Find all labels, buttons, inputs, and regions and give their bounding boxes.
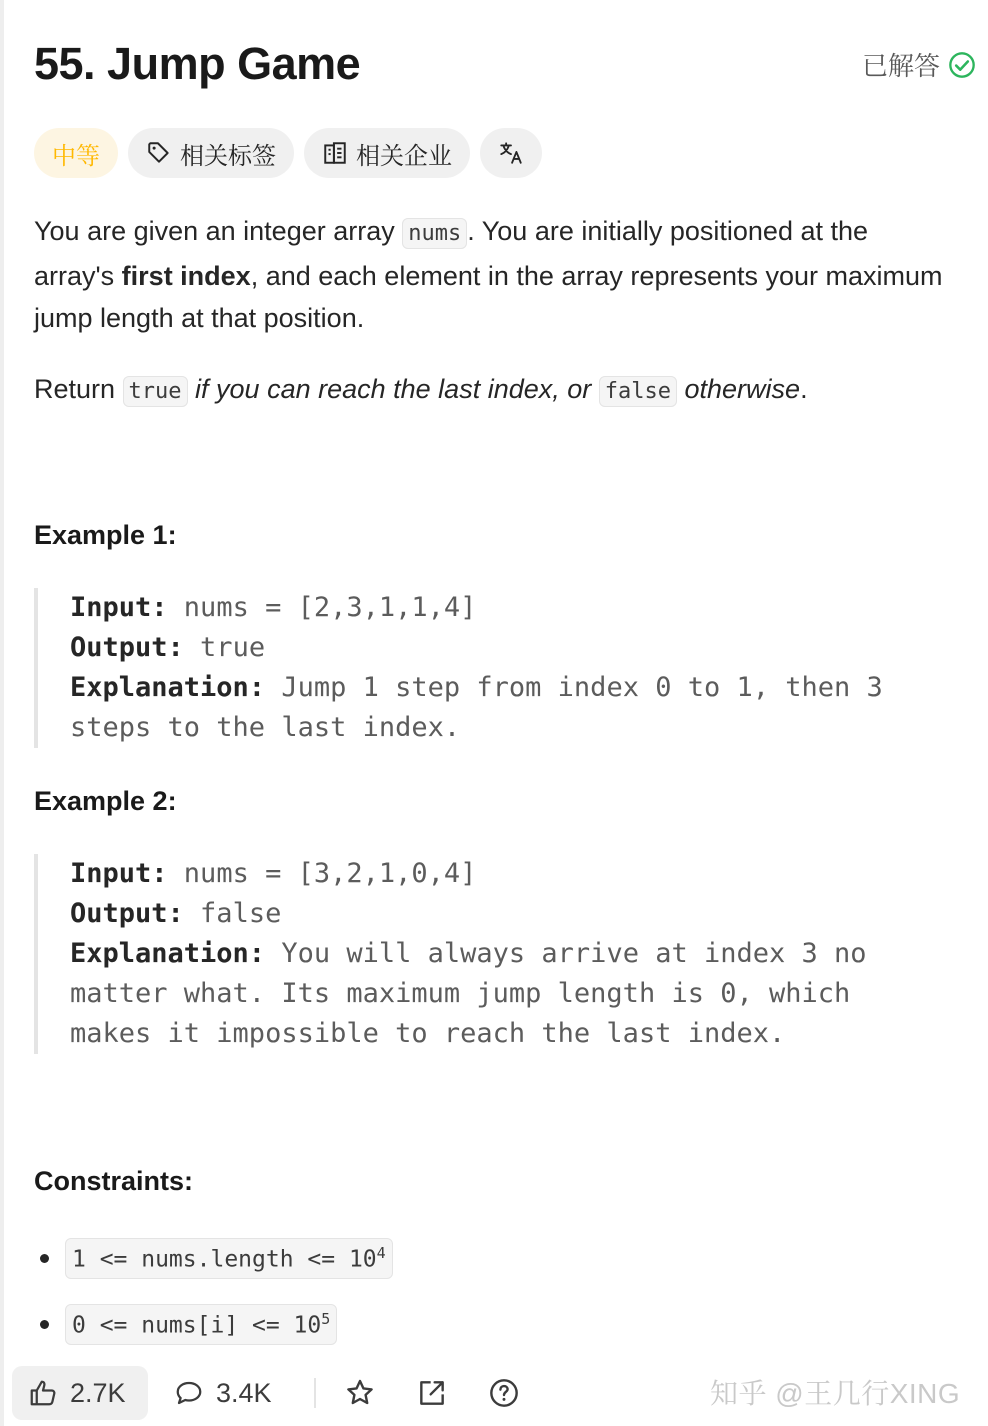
explanation-label: Explanation: [70,938,266,969]
description-paragraph [34,210,954,339]
example-2-title: Example 2: [34,786,177,816]
example-line: makes it impossible to reach the last index. [70,1018,786,1049]
solved-status [862,46,976,83]
like-button[interactable] [12,1366,148,1420]
example-line [70,588,934,628]
output-value: true [183,632,266,663]
constraints-title: Constraints: [34,1166,194,1196]
help-icon[interactable] [488,1377,520,1409]
divider [314,1378,316,1408]
desc-text: Return [34,374,123,404]
comment-count: 3.4K [216,1377,272,1408]
difficulty-badge[interactable] [34,128,118,178]
example-line [70,894,934,934]
translate-button[interactable] [480,128,542,178]
output-label: Output: [70,898,184,929]
desc-text: You are given an integer array [34,216,403,246]
example-1-block [34,588,934,748]
thumbs-up-icon [28,1378,58,1408]
constraint-text: 1 <= nums.length <= 10 [72,1246,377,1273]
output-label: Output: [70,632,184,663]
desc-bold: first index [121,261,251,291]
return-paragraph [34,368,954,413]
translate-icon [498,140,524,166]
constraint-exponent: 4 [376,1244,386,1262]
example-2-block [34,854,934,1054]
example-line: steps to the last index. [70,712,461,743]
example-line [70,668,934,708]
related-tags-button[interactable] [128,128,294,178]
comment-icon [174,1378,204,1408]
inline-code-false: false [599,376,677,407]
inline-code-true: true [123,376,188,407]
input-value: nums = [2,3,1,1,4] [167,592,477,623]
explanation-text: Jump 1 step from index 0 to 1, then 3 [265,672,883,703]
constraint-item [40,1304,337,1345]
input-value: nums = [3,2,1,0,4] [167,858,477,889]
like-count: 2.7K [70,1377,126,1408]
desc-text: , and each element in the array represents your maximum jump length at that position. [34,261,943,333]
desc-italic: if you can reach the last index, or [187,374,599,404]
problem-title: 55. Jump Game [34,38,361,89]
watermark: 知乎 @王几行XING [710,1378,961,1409]
constraint-exponent: 5 [321,1310,331,1328]
desc-text: . [800,374,808,404]
related-companies-button[interactable] [304,128,470,178]
share-icon[interactable] [416,1377,448,1409]
left-border [0,0,4,1426]
solved-label: 已解答 [861,51,940,81]
constraint-code [65,1304,337,1345]
desc-text: . You are initially positioned at the array's [34,216,869,291]
star-icon[interactable] [344,1377,376,1409]
explanation-label: Explanation: [70,672,266,703]
example-line [70,854,934,894]
inline-code-nums: nums [402,218,467,249]
input-label: Input: [70,592,168,623]
building-icon [322,140,348,166]
example-1-title: Example 1: [34,520,177,550]
related-tags-label: 相关标签 [180,142,276,170]
constraint-code [65,1238,393,1279]
input-label: Input: [70,858,168,889]
constraint-item [40,1238,393,1279]
example-line [70,628,934,668]
output-value: false [183,898,282,929]
tag-row [34,128,542,178]
bottom-action-bar [0,1362,988,1426]
bullet [40,1254,49,1263]
bullet [40,1320,49,1329]
constraint-text: 0 <= nums[i] <= 10 [72,1312,322,1339]
check-circle-icon [948,51,976,79]
difficulty-label: 中等 [52,142,100,170]
related-companies-label: 相关企业 [356,142,452,170]
example-line: matter what. Its maximum jump length is 0, which [70,978,851,1009]
comment-button[interactable] [174,1366,272,1420]
explanation-text: You will always arrive at index 3 no [265,938,867,969]
desc-italic: otherwise [677,374,801,404]
tag-icon [146,140,172,166]
example-line [70,934,934,974]
